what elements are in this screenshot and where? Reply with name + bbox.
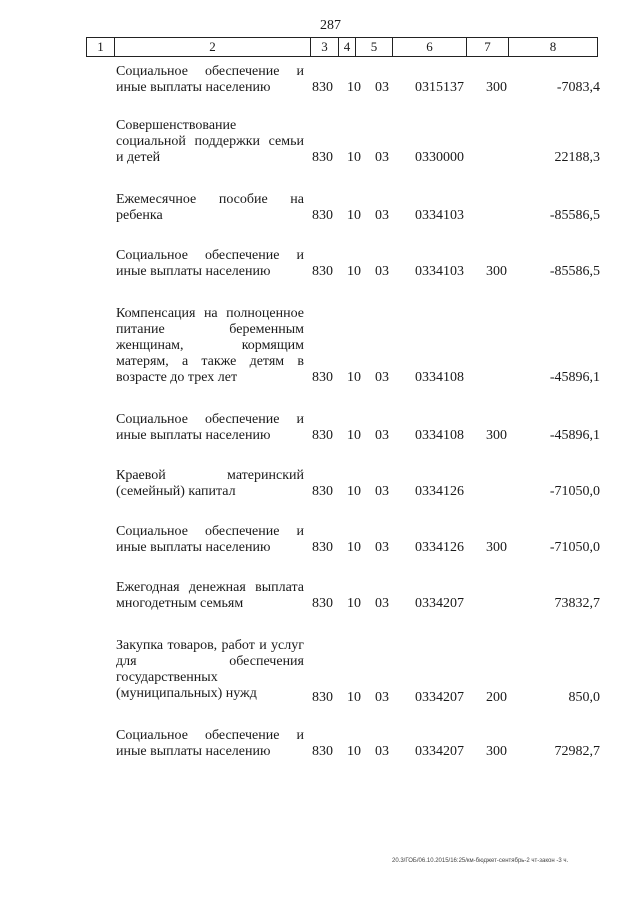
cell-col8: -71050,0 — [549, 540, 600, 555]
cell-col4: 10 — [347, 150, 361, 165]
header-cell: 2 — [115, 38, 311, 56]
cell-col6: 0315137 — [415, 80, 464, 95]
cell-col4: 10 — [347, 690, 361, 705]
cell-col5: 03 — [375, 80, 389, 95]
cell-col5: 03 — [375, 150, 389, 165]
row-description: Ежемесячное пособие на ребенка — [116, 192, 304, 223]
table-row — [0, 468, 640, 500]
cell-col7: 300 — [486, 744, 507, 759]
table-row — [0, 248, 640, 280]
table-row — [0, 118, 640, 166]
cell-col7: 300 — [486, 264, 507, 279]
cell-col4: 10 — [347, 264, 361, 279]
cell-col5: 03 — [375, 596, 389, 611]
footer-file-path: 20.3/ГОБ/06.10.2015/16:25/км-бюджет-сентябрь-2 чт-закон -3 ч. — [392, 858, 569, 864]
table-row — [0, 412, 640, 444]
cell-col6: 0330000 — [415, 150, 464, 165]
cell-col8: 73832,7 — [554, 596, 600, 611]
cell-col3: 830 — [312, 744, 333, 759]
cell-col4: 10 — [347, 596, 361, 611]
header-cell: 8 — [549, 39, 557, 54]
header-cell: 6 — [393, 38, 467, 56]
row-description: Краевой материнский (семейный) капитал — [116, 468, 304, 499]
header-cell: 5 — [356, 38, 393, 56]
table-row — [0, 524, 640, 556]
cell-col7: 300 — [486, 428, 507, 443]
row-description: Социальное обеспечение и иные выплаты населению — [116, 412, 304, 443]
table-header — [86, 37, 598, 57]
cell-col7: 300 — [486, 540, 507, 555]
cell-col8: -7083,4 — [556, 80, 600, 95]
cell-col6: 0334207 — [415, 744, 464, 759]
cell-col3: 830 — [312, 264, 333, 279]
row-description: Социальное обеспечение и иные выплаты населению — [116, 728, 304, 759]
cell-col4: 10 — [347, 744, 361, 759]
cell-col5: 03 — [375, 744, 389, 759]
cell-col5: 03 — [375, 690, 389, 705]
cell-col6: 0334126 — [415, 484, 464, 499]
cell-col5: 03 — [375, 264, 389, 279]
cell-col3: 830 — [312, 690, 333, 705]
row-description: Компенсация на полноценное питание беременным женщинам, кормящим матерям, а также детям в возрасте до трех лет — [116, 306, 304, 385]
cell-col3: 830 — [312, 484, 333, 499]
cell-col4: 10 — [347, 208, 361, 223]
cell-col3: 830 — [312, 596, 333, 611]
cell-col6: 0334207 — [415, 596, 464, 611]
header-cell: 4 — [339, 38, 356, 56]
cell-col5: 03 — [375, 540, 389, 555]
row-description: Закупка товаров, работ и услуг для обеспечения государственных (муниципальных) нужд — [116, 638, 304, 701]
header-cell: 1 — [87, 38, 115, 56]
cell-col4: 10 — [347, 428, 361, 443]
cell-col3: 830 — [312, 428, 333, 443]
row-description: Ежегодная денежная выплата многодетным семьям — [116, 580, 304, 611]
cell-col3: 830 — [312, 540, 333, 555]
cell-col8: -71050,0 — [549, 484, 600, 499]
row-description: Совершенствование социальной поддержки семьи и детей — [116, 118, 304, 165]
cell-col4: 10 — [347, 484, 361, 499]
cell-col5: 03 — [375, 428, 389, 443]
cell-col6: 0334108 — [415, 428, 464, 443]
table-row — [0, 728, 640, 760]
cell-col8: -45896,1 — [549, 370, 600, 385]
cell-col5: 03 — [375, 484, 389, 499]
cell-col3: 830 — [312, 370, 333, 385]
cell-col8: 22188,3 — [554, 150, 600, 165]
table-row — [0, 64, 640, 96]
table-row — [0, 192, 640, 224]
row-description: Социальное обеспечение и иные выплаты населению — [116, 64, 304, 95]
cell-col6: 0334207 — [415, 690, 464, 705]
table-row — [0, 638, 640, 706]
cell-col7: 200 — [486, 690, 507, 705]
cell-col8: 72982,7 — [554, 744, 600, 759]
cell-col5: 03 — [375, 370, 389, 385]
row-description: Социальное обеспечение и иные выплаты населению — [116, 248, 304, 279]
header-cell: 7 — [467, 38, 509, 56]
cell-col4: 10 — [347, 370, 361, 385]
cell-col3: 830 — [312, 150, 333, 165]
cell-col8: -45896,1 — [549, 428, 600, 443]
cell-col8: -85586,5 — [549, 208, 600, 223]
row-description: Социальное обеспечение и иные выплаты населению — [116, 524, 304, 555]
cell-col4: 10 — [347, 80, 361, 95]
cell-col7: 300 — [486, 80, 507, 95]
cell-col3: 830 — [312, 208, 333, 223]
cell-col3: 830 — [312, 80, 333, 95]
table-row — [0, 580, 640, 612]
page-number: 287 — [320, 18, 341, 33]
cell-col5: 03 — [375, 208, 389, 223]
cell-col6: 0334103 — [415, 208, 464, 223]
header-cell: 3 — [311, 38, 339, 56]
cell-col6: 0334126 — [415, 540, 464, 555]
table-row — [0, 306, 640, 386]
cell-col8: 850,0 — [568, 690, 600, 705]
cell-col6: 0334108 — [415, 370, 464, 385]
cell-col8: -85586,5 — [549, 264, 600, 279]
cell-col4: 10 — [347, 540, 361, 555]
cell-col6: 0334103 — [415, 264, 464, 279]
